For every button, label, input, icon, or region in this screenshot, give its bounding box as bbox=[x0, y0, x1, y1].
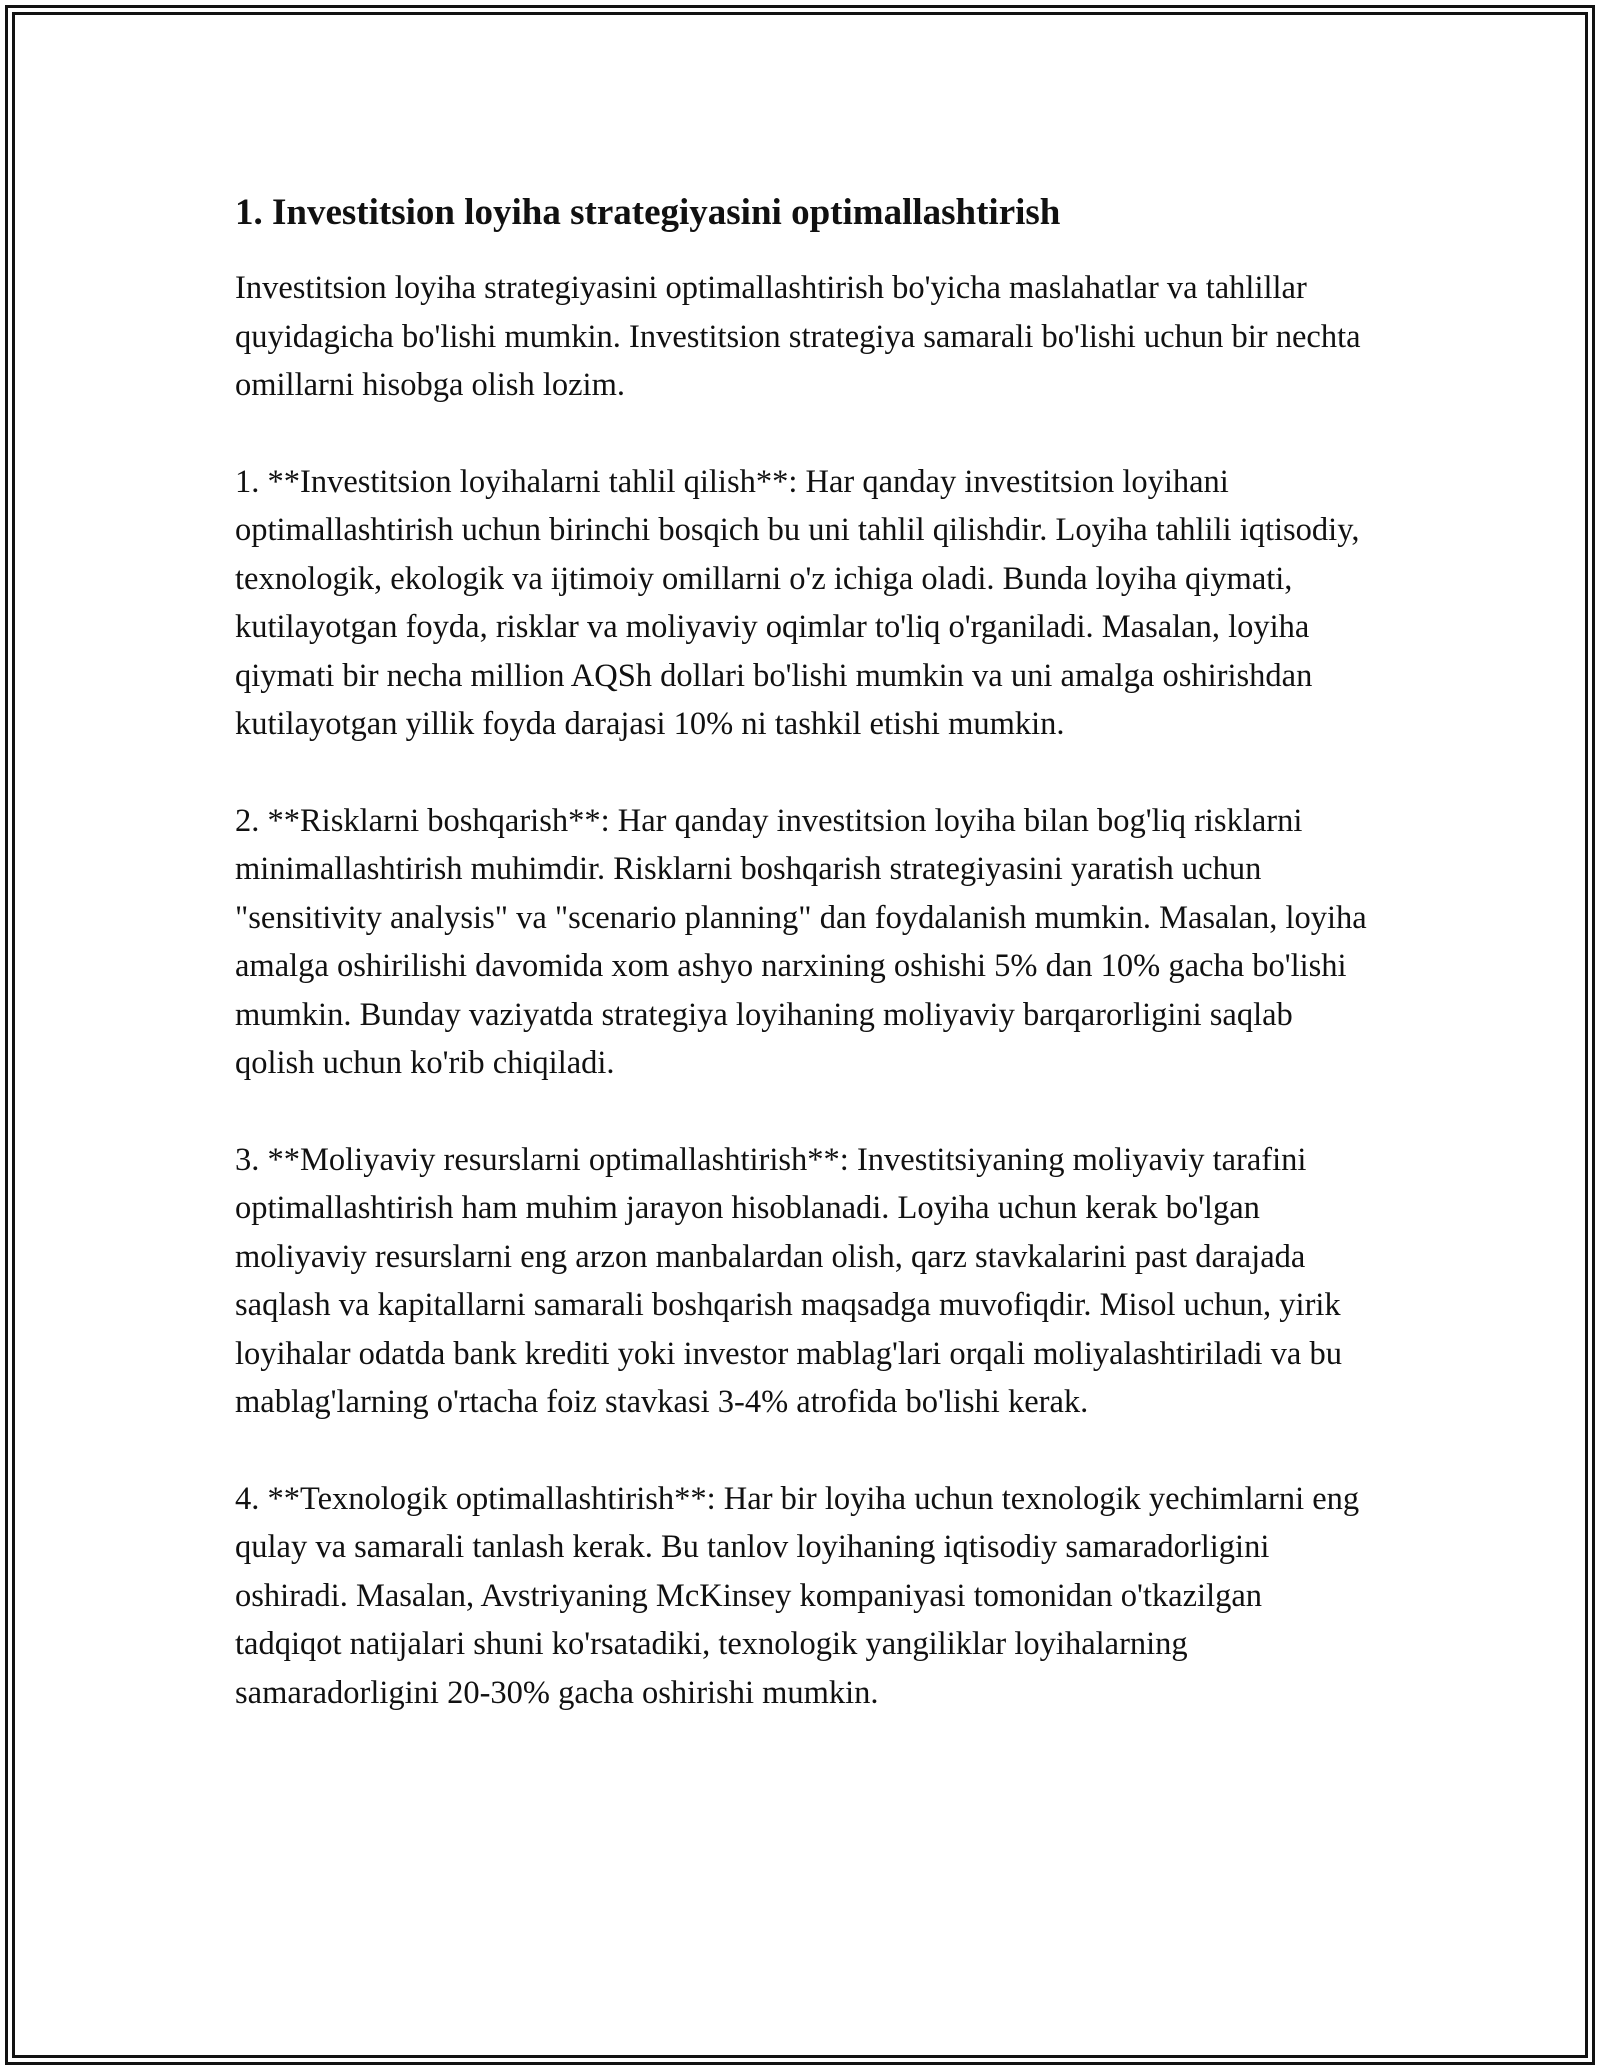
document-title: 1. Investitsion loyiha strategiyasini optimallashtirish bbox=[235, 192, 1061, 233]
paragraph-financial-resources: 3. **Moliyaviy resurslarni optimallashtirish**: Investitsiyaning moliyaviy tarafini optimallashtirish ham muhim jarayon hisoblanadi. Loyiha uchun kerak bo'lgan moliyaviy resurslarni eng arzon manbalardan olish, qarz stavkalarini past darajada saqlash va kapitallarni samarali boshqarish maqsadga muvofiqdir. Misol uchun, yirik loyihalar odatda bank krediti yoki investor mablag'lari orqali moliyalashtiriladi va bu mablag'larning o'rtacha foiz stavkasi 3-4% atrofida bo'lishi kerak. bbox=[235, 1141, 1342, 1420]
paragraph-risk-management: 2. **Risklarni boshqarish**: Har qanday investitsion loyiha bilan bog'liq risklarni minimallashtirish muhimdir. Risklarni boshqarish strategiyasini yaratish uchun "sensitivity analysis" va "scenario planning" dan foydalanish mumkin. Masalan, loyiha amalga oshirilishi davomida xom ashyo narxining oshishi 5% dan 10% gacha bo'lishi mumkin. Bunday vaziyatda strategiya loyihaning moliyaviy barqarorligini saqlab qolish uchun ko'rib chiqiladi. bbox=[235, 802, 1367, 1081]
paragraph-technological-optimization: 4. **Texnologik optimallashtirish**: Har bir loyiha uchun texnologik yechimlarni eng qulay va samarali tanlash kerak. Bu tanlov loyihaning iqtisodiy samaradorligini oshiradi. Masalan, Avstriyaning McKinsey kompaniyasi tomonidan o'tkazilgan tadqiqot natijalari shuni ko'rsatadiki, texnologik yangiliklar loyihalarning samaradorligini 20-30% gacha oshirishi mumkin. bbox=[235, 1480, 1360, 1711]
paragraph-project-analysis: 1. **Investitsion loyihalarni tahlil qilish**: Har qanday investitsion loyihani optimallashtirish uchun birinchi bosqich bu uni tahlil qilishdir. Loyiha tahlili iqtisodiy, texnologik, ekologik va ijtimoiy omillarni o'z ichiga oladi. Bunda loyiha qiymati, kutilayotgan foyda, risklar va moliyaviy oqimlar to'liq o'rganiladi. Masalan, loyiha qiymati bir necha million AQSh dollari bo'lishi mumkin va uni amalga oshirishdan kutilayotgan yillik foyda darajasi 10% ni tashkil etishi mumkin. bbox=[235, 463, 1360, 742]
document-body bbox=[235, 188, 1370, 1765]
intro-paragraph: Investitsion loyiha strategiyasini optimallashtirish bo'yicha maslahatlar va tahlillar quyidagicha bo'lishi mumkin. Investitsion strategiya samarali bo'lishi uchun bir nechta omillarni hisobga olish lozim. bbox=[235, 270, 1361, 403]
